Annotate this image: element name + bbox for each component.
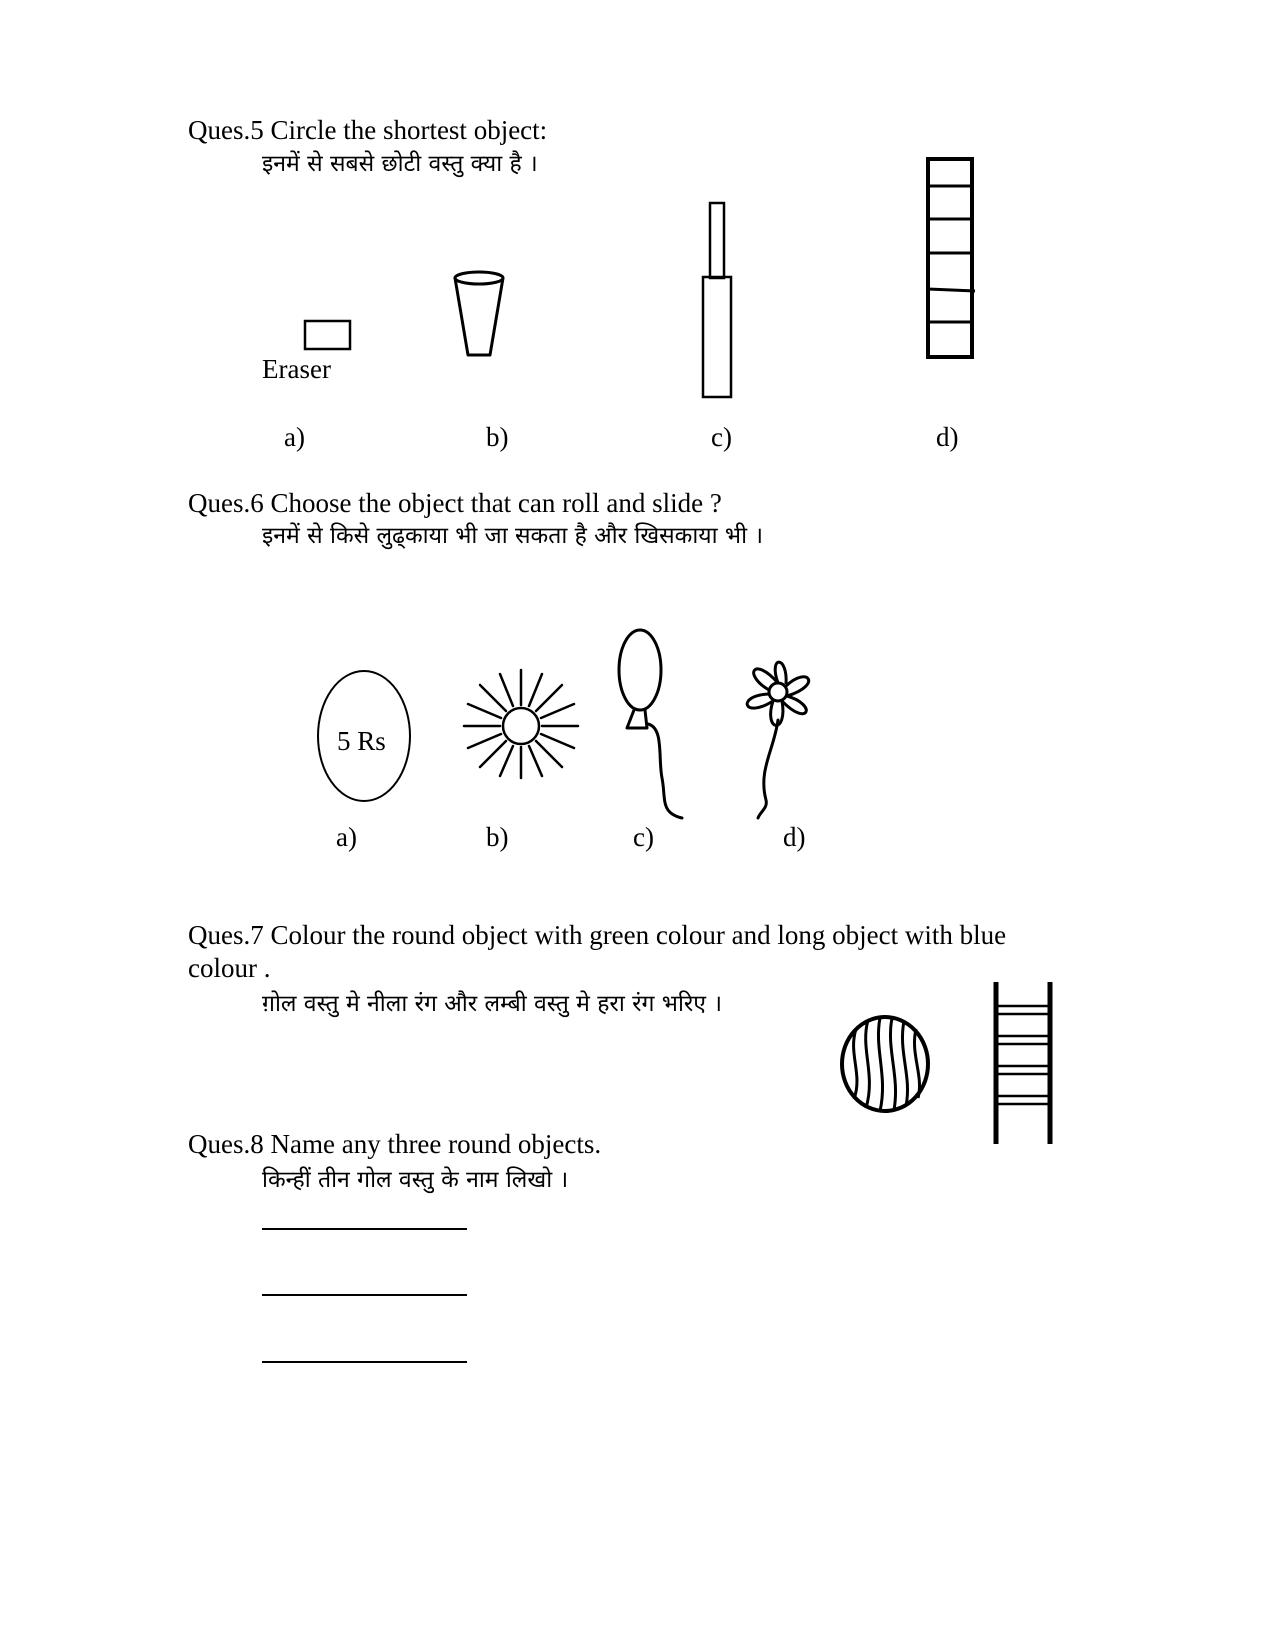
bat-icon	[700, 200, 736, 402]
q5-option-a: a)	[284, 422, 305, 452]
coin-label: 5 Rs	[337, 726, 386, 756]
q6-title: Ques.6 Choose the object that can roll and slide ?	[188, 488, 722, 518]
q5-hindi: इनमें से सबसे छोटी वस्तु क्या है ।	[262, 151, 538, 177]
q5-title: Ques.5 Circle the shortest object:	[188, 115, 548, 145]
striped-ball-icon	[838, 1014, 932, 1114]
q6-option-b: b)	[486, 822, 509, 852]
q5-option-b: b)	[486, 422, 509, 452]
q7-title-line2: colour .	[188, 953, 271, 983]
cup-icon	[450, 270, 510, 360]
balloon-icon	[612, 628, 692, 828]
q8-title: Ques.8 Name any three round objects.	[188, 1129, 602, 1159]
q6-option-a: a)	[336, 822, 357, 852]
q6-option-c: c)	[633, 822, 654, 852]
ladder-icon	[988, 978, 1058, 1148]
q6-option-d: d)	[783, 822, 806, 852]
q7-hindi: ग़ोल वस्तु मे नीला रंग और लम्बी वस्तु मे हरा रंग भरिए ।	[262, 991, 723, 1017]
q7-title-line1: Ques.7 Colour the round object with green colour and long object with blue	[188, 920, 1007, 950]
q8-hindi: किन्हीं तीन गोल वस्तु के नाम लिखो ।	[262, 1167, 569, 1193]
q5-option-d: d)	[936, 422, 959, 452]
eraser-icon	[303, 319, 353, 353]
flower-icon	[738, 650, 818, 820]
answer-blank-3[interactable]	[262, 1361, 467, 1363]
q5-option-c: c)	[711, 422, 732, 452]
sun-icon	[462, 668, 580, 780]
q6-hindi: इनमें से किसे लुढ्काया भी जा सकता है और खिसकाया भी ।	[262, 523, 764, 549]
ladder-icon	[925, 156, 977, 362]
eraser-label: Eraser	[262, 354, 331, 384]
answer-blank-2[interactable]	[262, 1294, 467, 1296]
answer-blank-1[interactable]	[262, 1228, 467, 1230]
